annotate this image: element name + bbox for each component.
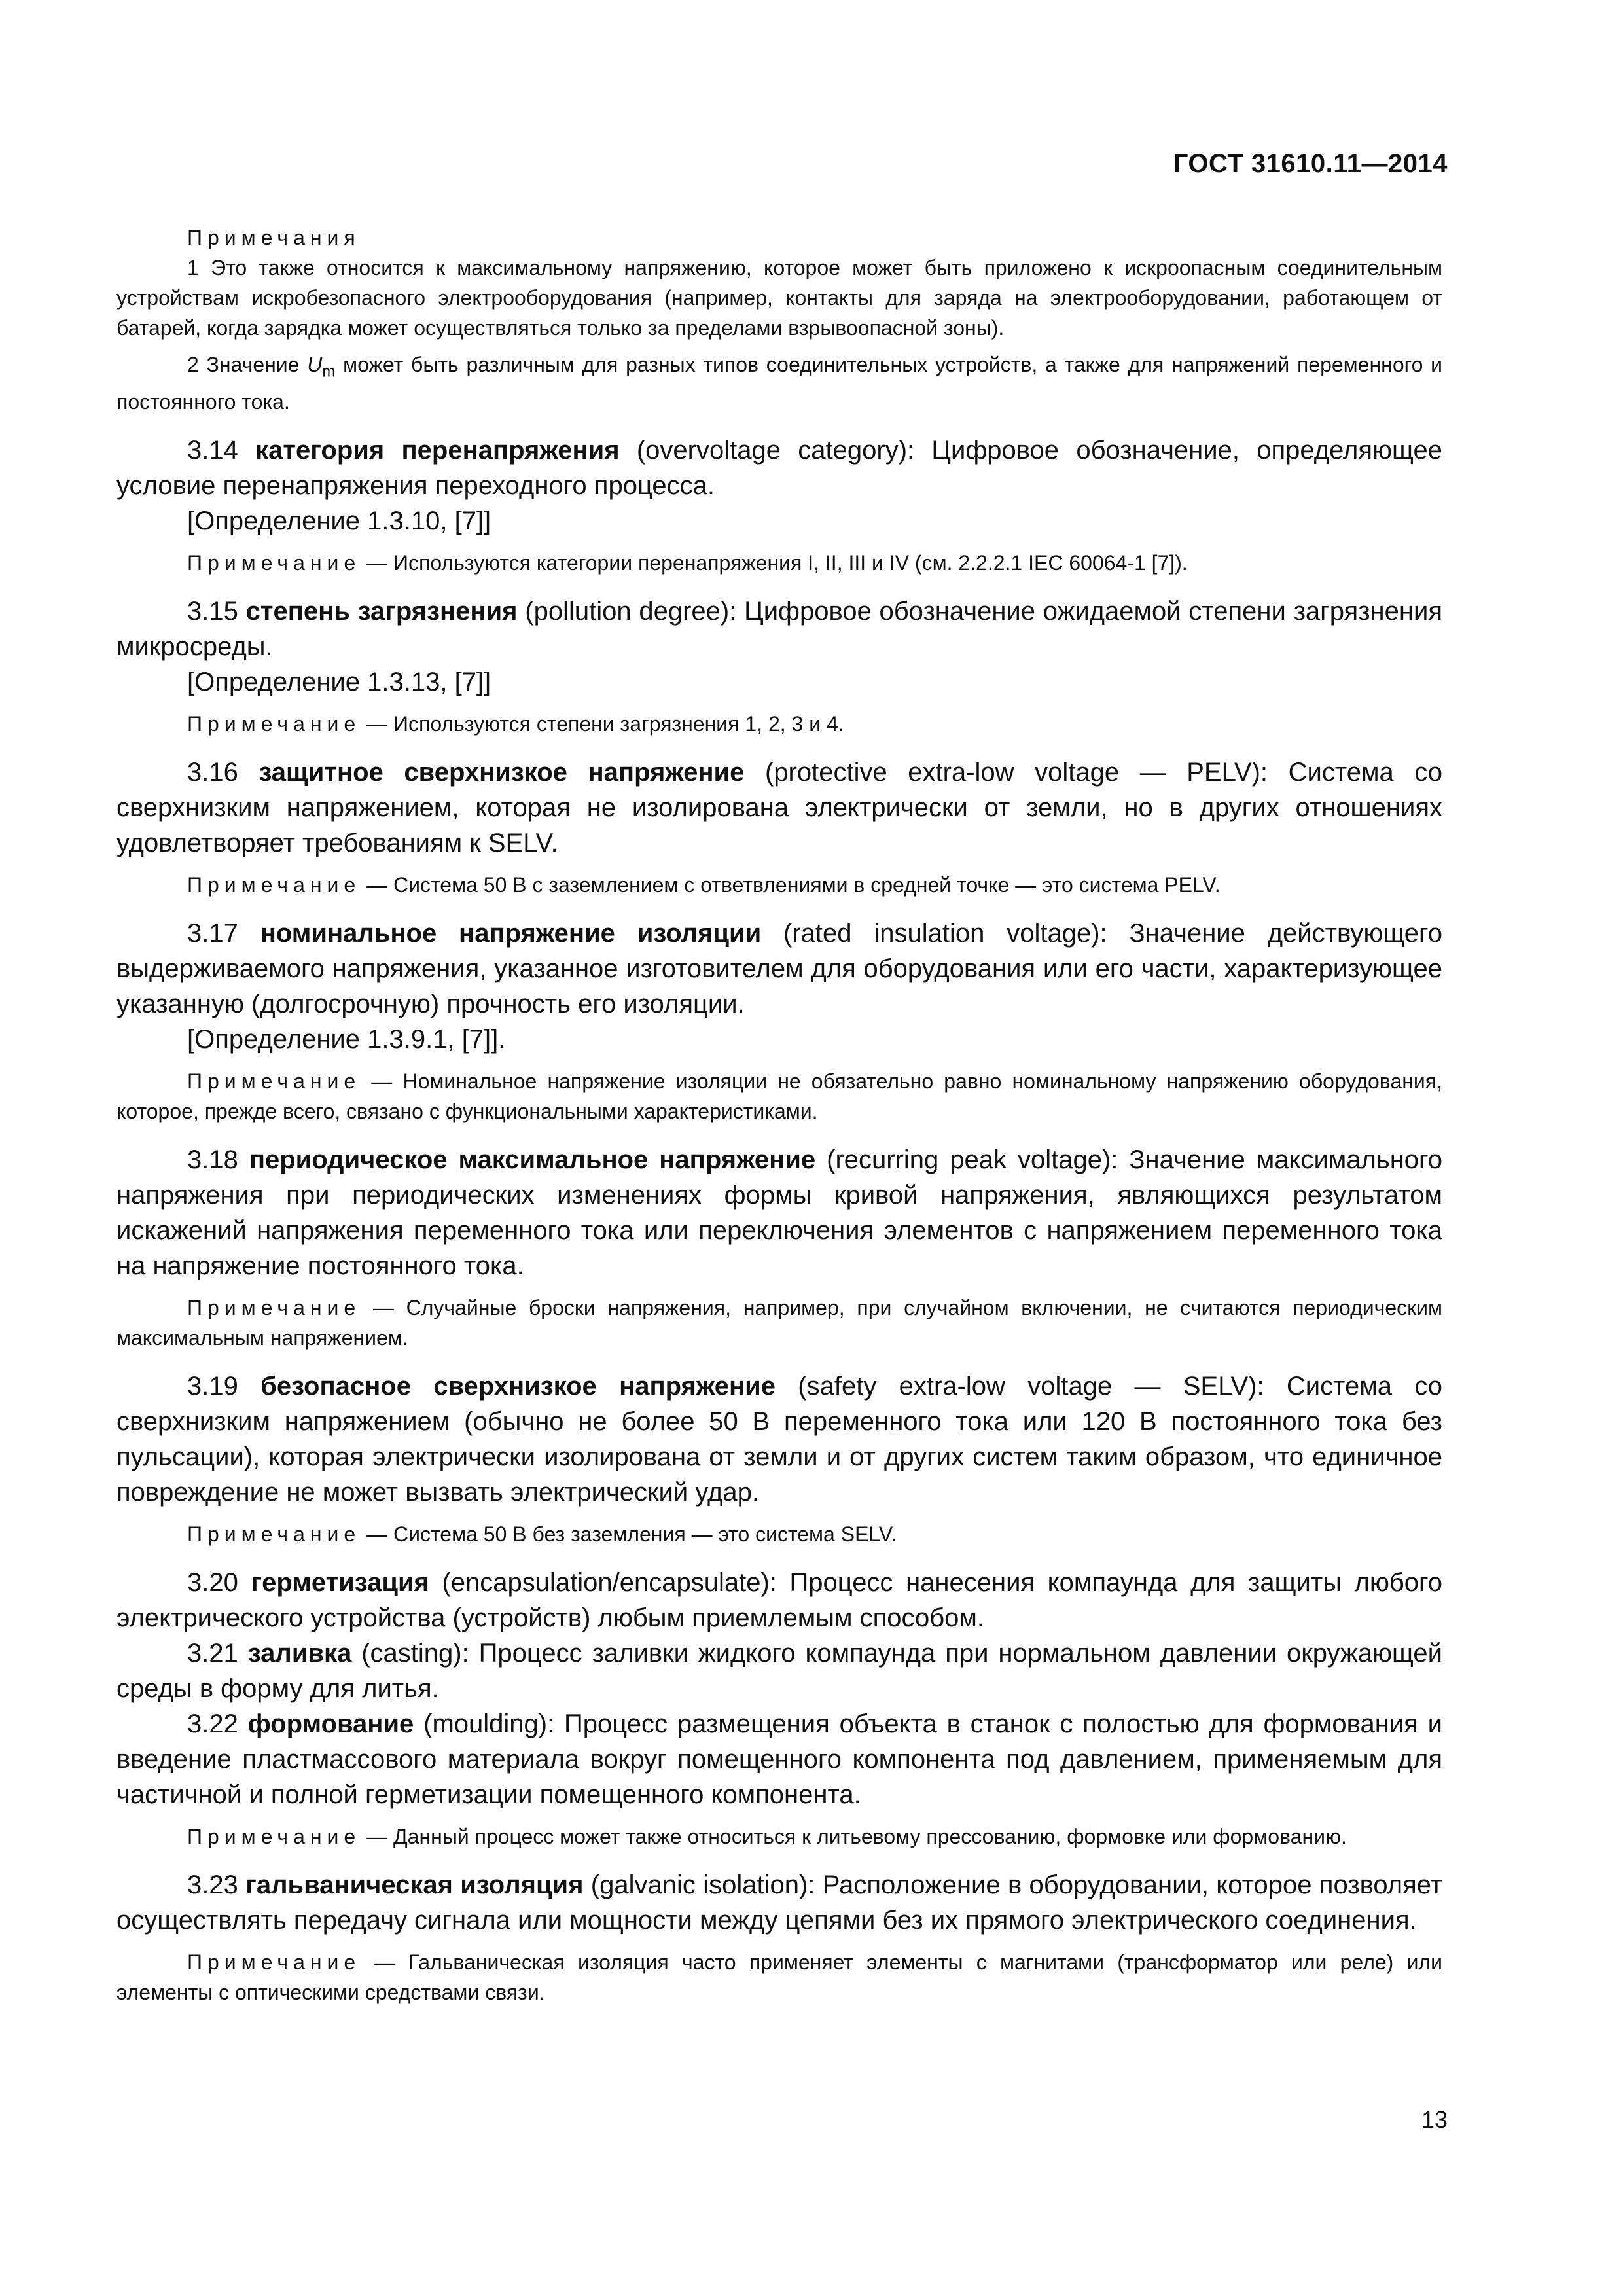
page-number: 13 <box>1421 2106 1448 2133</box>
note-3-19: Примечание — Система 50 В без заземления — это система SELV. <box>187 1522 897 1547</box>
note-3-15: Примечание — Используются степени загрязнения 1, 2, 3 и 4. <box>187 712 844 736</box>
note-2: 2 Значение $U_m$ может быть различным для разных типов соединительных устройств, а также для напряжений переменного и постоянного тока. <box>116 353 1442 414</box>
clause-3-20: 3.20 герметизация (encapsulation/encapsulate): Процесс нанесения компаунда для защиты любого электрического устройства (устройств) любым приемлемым способом. <box>116 1568 1442 1633</box>
clause-3-23: 3.23 гальваническая изоляция (galvanic isolation): Расположение в оборудовании, которое позволяет осуществлять передачу сигнала или мощности между цепями без их прямого электрического соединения. <box>116 1871 1442 1935</box>
term-recurring-peak-voltage: периодическое максимальное напряжение <box>249 1145 816 1175</box>
term-moulding: формование <box>247 1710 414 1739</box>
term-pollution-degree: степень загрязнения <box>245 597 518 626</box>
term-encapsulation: герметизация <box>251 1568 429 1598</box>
term-galvanic-isolation: гальваническая изоляция <box>245 1871 584 1900</box>
page-content <box>116 223 1442 2007</box>
clause-3-14: 3.14 категория перенапряжения (overvoltage category): Цифровое обозначение, определяющее условие перенапряжения переходного процесса. <box>116 436 1443 501</box>
term-pelv: защитное сверхнизкое напряжение <box>259 758 745 787</box>
note-3-17: Примечание — Номинальное напряжение изоляции не обязательно равно номинальному напряжению оборудования, которое, прежде всего, связано с функциональными характеристиками. <box>116 1069 1442 1124</box>
term-casting: заливка <box>247 1639 352 1668</box>
note-3-18: Примечание — Случайные броски напряжения, например, при случайном включении, не считаются периодическим максимальным напряжением. <box>116 1296 1442 1350</box>
note-3-23: Примечание — Гальваническая изоляция часто применяет элементы с магнитами (трансформатор или реле) или элементы с оптическими средствами связи. <box>116 1950 1442 2005</box>
definition-ref: [Определение 1.3.9.1, [7]]. <box>187 1025 506 1054</box>
term-selv: безопасное сверхнизкое напряжение <box>260 1372 776 1401</box>
document-id: ГОСТ 31610.11—2014 <box>1173 149 1448 178</box>
clause-3-18: 3.18 периодическое максимальное напряжение (recurring peak voltage): Значение максимального напряжения при периодических изменениях формы кривой напряжения, являющихся результатом искажений напряжения переменного тока или переключения элементов с напряжением переменного тока на напряжение постоянного тока. <box>116 1145 1443 1281</box>
clause-3-16: 3.16 защитное сверхнизкое напряжение (protective extra-low voltage — PELV): Система со сверхнизким напряжением, которая не изолирована электрически от земли, но в других отношениях удовлетворяет требованиям к SELV. <box>116 758 1442 858</box>
note-3-16: Примечание — Система 50 В с заземлением с ответвлениями в средней точке — это система PELV. <box>187 873 1221 897</box>
note-3-22: Примечание — Данный процесс может также относиться к литьевому прессованию, формовке или формованию. <box>187 1825 1347 1849</box>
clause-3-21: 3.21 заливка (casting): Процесс заливки жидкого компаунда при нормальном давлении окружающей среды в форму для литья. <box>116 1639 1443 1704</box>
definition-ref: [Определение 1.3.13, [7]] <box>187 668 491 697</box>
term-rated-insulation-voltage: номинальное напряжение изоляции <box>260 919 762 948</box>
definition-ref: [Определение 1.3.10, [7]] <box>187 507 491 536</box>
clause-3-15: 3.15 степень загрязнения (pollution degree): Цифровое обозначение ожидаемой степени загрязнения микросреды. <box>116 597 1442 662</box>
note-1: 1 Это также относится к максимальному напряжению, которое может быть приложено к искроопасным соединительным устройствам искробезопасного электрооборудования (например, контакты для заряда на электрооборудовании, работающем от батарей, когда зарядка может осуществляться только за пределами взрывоопасной зоны). <box>116 256 1442 340</box>
term-overvoltage-category: категория перенапряжения <box>255 436 620 465</box>
clause-3-19: 3.19 безопасное сверхнизкое напряжение (safety extra-low voltage — SELV): Система со сверхнизким напряжением (обычно не более 50 В переменного тока или 120 В постоянного тока без пульсации), которая электрически изолирована от земли и от других систем таким образом, что единичное повреждение не может вызвать электрический удар. <box>116 1372 1443 1507</box>
clause-3-17: 3.17 номинальное напряжение изоляции (rated insulation voltage): Значение действующего выдерживаемого напряжения, указанное изготовителем для оборудования или его части, характеризующее указанную (долгосрочную) прочность его изоляции. <box>116 919 1442 1019</box>
note-3-14: Примечание — Используются категории перенапряжения I, II, III и IV (см. 2.2.2.1 IEC 60064-1 [7]). <box>187 551 1188 575</box>
clause-3-22: 3.22 формование (moulding): Процесс размещения объекта в станок с полостью для формования и введение пластмассового материала вокруг помещенного компонента под давлением, применяемым для частичной и полной герметизации помещенного компонента. <box>116 1710 1442 1810</box>
notes-label: Примечания <box>187 226 361 249</box>
